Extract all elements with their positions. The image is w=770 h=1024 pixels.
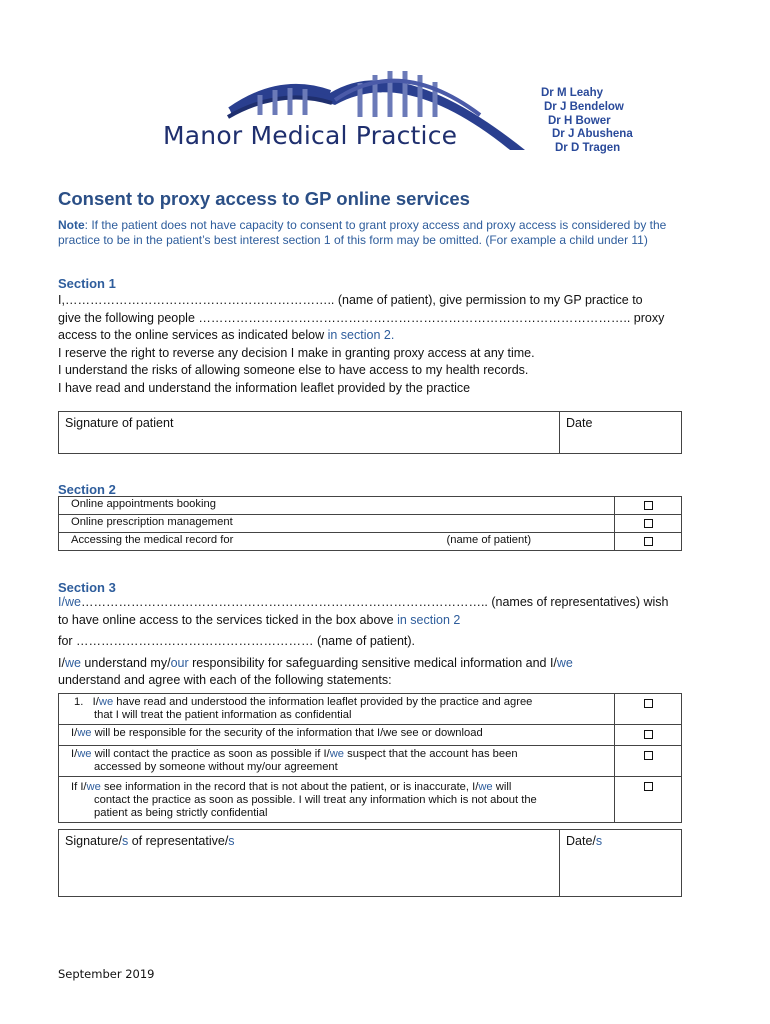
statement-checkbox[interactable] <box>615 725 682 746</box>
table-row <box>59 725 682 746</box>
patient-signature-label: Signature of patient <box>65 416 174 430</box>
note-paragraph <box>58 218 708 247</box>
representative-signature-label: Signature/s of representative/s <box>65 834 235 848</box>
service-label: Online appointments booking <box>59 497 615 515</box>
doctor-name: Dr H Bower <box>548 114 611 127</box>
section1-line: I,……………………………………………………….. (name of patient), give permission to my GP practice to <box>58 293 643 307</box>
patient-date-field[interactable] <box>560 412 682 454</box>
section3-text <box>58 594 718 690</box>
statement-checkbox[interactable] <box>615 694 682 725</box>
section1-text <box>58 292 718 397</box>
service-checkbox[interactable] <box>615 497 682 515</box>
doctor-list <box>541 87 633 156</box>
checkbox-icon[interactable] <box>644 537 653 546</box>
note-label: Note <box>58 218 85 232</box>
table-row <box>59 746 682 777</box>
patient-signature-field[interactable] <box>59 412 560 454</box>
footer-date: September 2019 <box>58 967 155 981</box>
statement-checkbox[interactable] <box>615 746 682 777</box>
section3-line: I/we understand my/our responsibility for safeguarding sensitive medical information and I/we <box>58 655 573 670</box>
note-text: : If the patient does not have capacity to consent to grant proxy access and proxy access is considered by the practice to be in the patient’s best interest section 1 of this form may be omitted. (For example a child under 11) <box>58 218 667 247</box>
section2-heading: Section 2 <box>58 482 116 497</box>
checkbox-icon[interactable] <box>644 519 653 528</box>
services-table <box>58 496 682 551</box>
name-of-patient-hint: (name of patient) <box>446 534 532 546</box>
checkbox-icon[interactable] <box>644 501 653 510</box>
representative-date-field[interactable] <box>560 830 682 897</box>
service-checkbox[interactable] <box>615 533 682 551</box>
checkbox-icon[interactable] <box>644 730 653 739</box>
section1-heading: Section 1 <box>58 276 116 291</box>
statement-text: I/we will be responsible for the security of the information that I/we see or download <box>59 725 615 746</box>
patient-date-label: Date <box>566 416 593 430</box>
representative-signature-field[interactable] <box>59 830 560 897</box>
section1-line: I reserve the right to reverse any decision I make in granting proxy access at any time. <box>58 345 535 360</box>
table-row <box>59 497 682 515</box>
statement-checkbox[interactable] <box>615 777 682 823</box>
statement-text: I/we will contact the practice as soon as possible if I/we suspect that the account has been accessed by someone without my/our agreement <box>59 746 615 777</box>
section1-line: give the following people ………………………………………………………………………………………….. proxy <box>58 310 665 325</box>
doctor-name: Dr M Leahy <box>541 87 603 99</box>
practice-logo <box>160 55 530 155</box>
service-label: Accessing the medical record for (name of patient) <box>59 533 615 551</box>
section3-line: I/we…………………………………………………………………………………….. (names of representatives) wish <box>58 595 669 609</box>
section3-heading: Section 3 <box>58 580 116 595</box>
service-checkbox[interactable] <box>615 515 682 533</box>
statements-table <box>58 693 682 823</box>
table-row <box>59 694 682 725</box>
table-row <box>59 777 682 823</box>
section3-line: to have online access to the services ticked in the box above in section 2 <box>58 612 461 627</box>
service-label: Online prescription management <box>59 515 615 533</box>
representative-signature-table <box>58 829 682 897</box>
checkbox-icon[interactable] <box>644 782 653 791</box>
patient-signature-table <box>58 411 682 454</box>
section1-line: access to the online services as indicated below in section 2. <box>58 328 395 342</box>
practice-name: Manor Medical Practice <box>163 121 458 150</box>
representative-date-label: Date/s <box>566 834 603 848</box>
section1-line: I have read and understand the information leaflet provided by the practice <box>58 380 471 395</box>
checkbox-icon[interactable] <box>644 751 653 760</box>
doctor-name: Dr D Tragen <box>555 142 621 155</box>
statement-text: 1. I/we have read and understood the information leaflet provided by the practice and agree that I will treat the patient information as confidential <box>59 694 615 725</box>
table-row <box>59 515 682 533</box>
statement-text: If I/we see information in the record that is not about the patient, or is inaccurate, I/we will contact the practice as soon as possible. I will treat any information which is not about the patient as being strictly confidential <box>59 777 615 823</box>
table-row <box>59 533 682 551</box>
checkbox-icon[interactable] <box>644 699 653 708</box>
doctor-name: Dr J Bendelow <box>544 100 624 113</box>
section3-line: for ………………………………………………… (name of patient). <box>58 634 416 648</box>
doctor-name: Dr J Abushena <box>552 128 633 141</box>
section3-line: understand and agree with each of the following statements: <box>58 673 392 687</box>
page-title: Consent to proxy access to GP online services <box>58 188 470 209</box>
section1-line: I understand the risks of allowing someone else to have access to my health records. <box>58 363 529 377</box>
